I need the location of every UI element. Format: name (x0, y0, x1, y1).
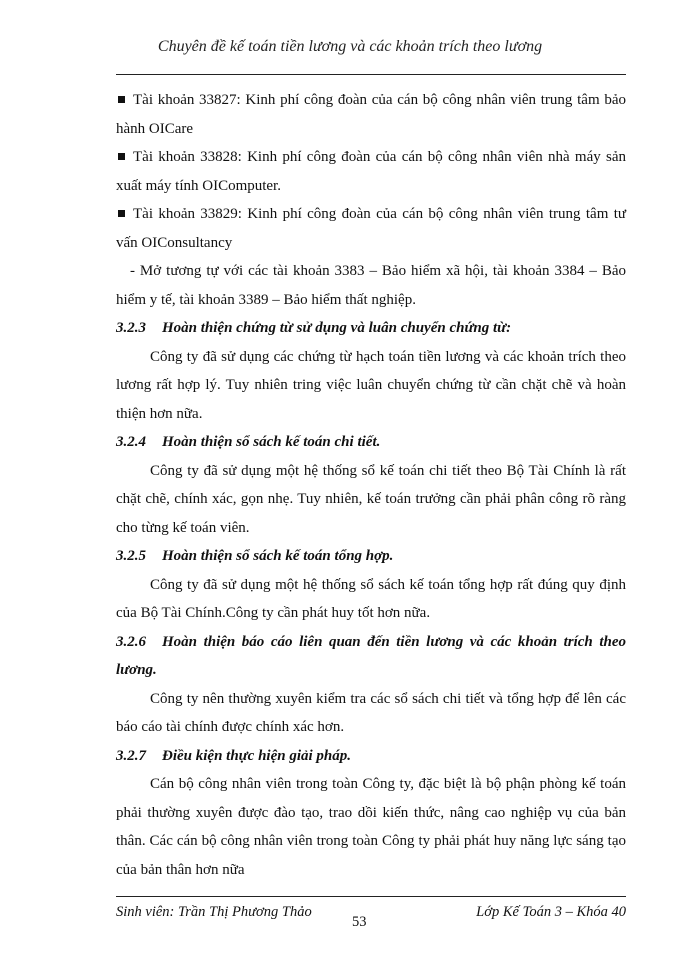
bullet-item (116, 200, 626, 257)
page-header-title: Chuyên đề kế toán tiền lương và các khoản trích theo lương (157, 38, 543, 55)
section-heading-3-2-6 (116, 628, 626, 685)
section-heading-3-2-3 (116, 314, 626, 343)
footer-class-name: Lớp Kế Toán 3 – Khóa 40 (476, 904, 626, 920)
bullet-text: Tài khoản 33829: Kinh phí công đoàn của cán bộ công nhân viên trung tâm tư vấn OIConsultancy (116, 206, 626, 251)
section-number: 3.2.6 (116, 633, 146, 650)
section-number: 3.2.7 (116, 747, 146, 764)
bullet-text: Tài khoản 33828: Kinh phí công đoàn của cán bộ công nhân viên nhà máy sản xuất máy tính OIComputer. (116, 149, 626, 194)
section-number: 3.2.5 (116, 548, 146, 564)
section-heading-3-2-4 (116, 428, 626, 457)
bullet-item (116, 143, 626, 200)
section-title: Hoàn thiện chứng từ sử dụng và luân chuyển chứng từ: (162, 320, 512, 336)
section-body-3-2-5: Công ty đã sử dụng một hệ thống sổ sách kế toán tổng hợp rất đúng quy định của Bộ Tài Chính.Công ty cần phát huy tốt hơn nữa. (116, 576, 626, 621)
document-body (116, 86, 626, 884)
section-heading-3-2-7 (116, 742, 626, 771)
section-heading-3-2-5 (116, 542, 626, 571)
section-body-3-2-4: Công ty đã sử dụng một hệ thống sổ kế toán chi tiết theo Bộ Tài Chính là rất chặt chẽ, chính xác, gọn nhẹ. Tuy nhiên, kế toán trưởng cần phải phân công rõ ràng cho từng kế toán viên. (116, 462, 626, 536)
footer-student-name: Sinh viên: Trần Thị Phương Thảo (116, 904, 312, 920)
section-body-3-2-6: Công ty nên thường xuyên kiểm tra các sổ sách chi tiết và tổng hợp để lên các báo cáo tài chính được chính xác hơn. (116, 690, 626, 735)
dash-item: - Mở tương tự với các tài khoản 3383 – Bảo hiểm xã hội, tài khoản 3384 – Bảo hiểm y tế, tài khoản 3389 – Bảo hiểm thất nghiệp. (116, 263, 626, 308)
section-number: 3.2.4 (116, 434, 146, 450)
section-title: Hoàn thiện báo cáo liên quan đến tiền lương và các khoản trích theo lương. (116, 633, 626, 678)
section-number: 3.2.3 (116, 320, 146, 336)
section-body-3-2-7: Cán bộ công nhân viên trong toàn Công ty, đặc biệt là bộ phận phòng kế toán phải thường xuyên được đào tạo, trao dồi kiến thức, nâng cao nghiệp vụ của bản thân. Các cán bộ công nhân viên trong toàn Công ty phải phát huy năng lực sáng tạo của bản thân hơn nữa (116, 776, 626, 878)
square-bullet-icon (118, 153, 125, 160)
bullet-item (116, 86, 626, 143)
section-title: Điều kiện thực hiện giải pháp. (162, 747, 352, 764)
section-title: Hoàn thiện sổ sách kế toán chi tiết. (162, 434, 381, 450)
square-bullet-icon (118, 96, 125, 103)
square-bullet-icon (118, 210, 125, 217)
section-body-3-2-3: Công ty đã sử dụng các chứng từ hạch toán tiền lương và các khoản trích theo lương rất hợp lý. Tuy nhiên tring việc luân chuyển chứng từ cần chặt chẽ và hoàn thiện hơn nữa. (116, 348, 626, 422)
section-title: Hoàn thiện sổ sách kế toán tổng hợp. (162, 548, 394, 564)
page-number: 53 (352, 914, 367, 930)
header-rule (116, 74, 626, 75)
footer-rule (116, 896, 626, 897)
bullet-text: Tài khoản 33827: Kinh phí công đoàn của cán bộ công nhân viên trung tâm bảo hành OICare (116, 92, 626, 137)
